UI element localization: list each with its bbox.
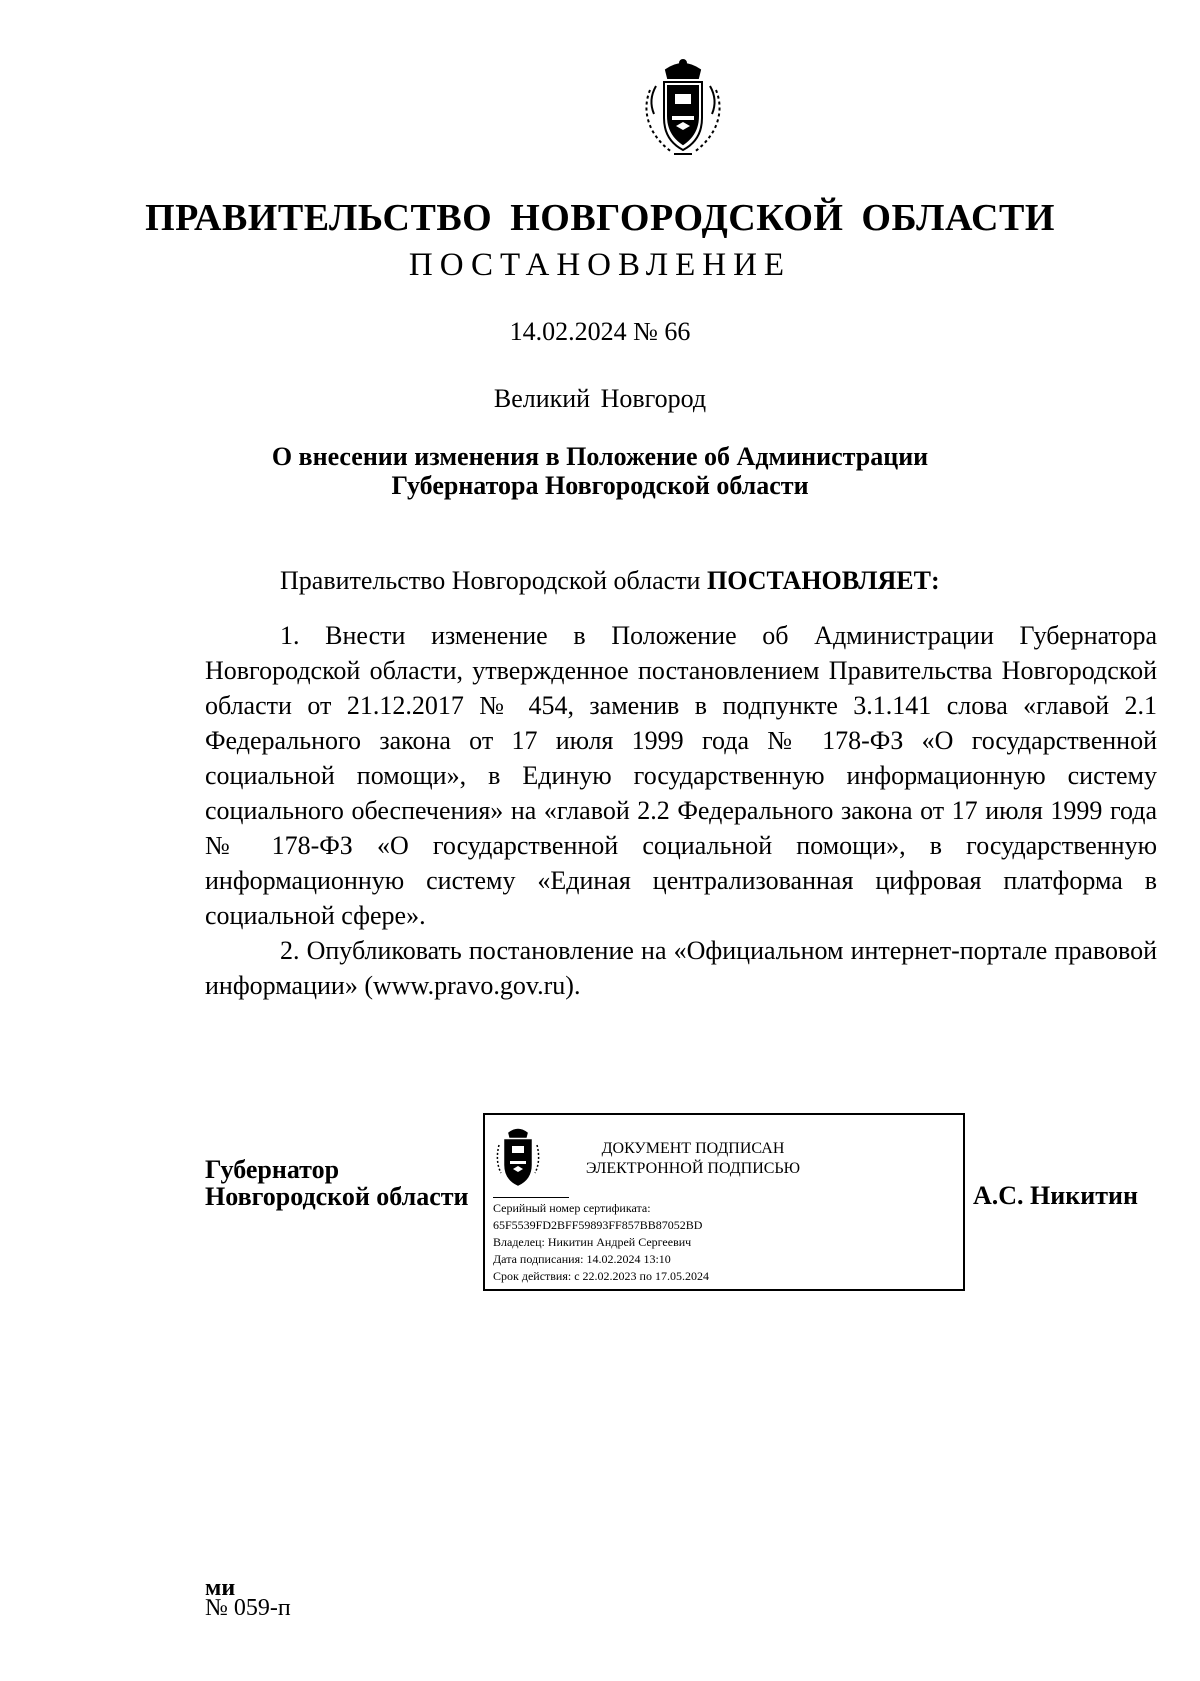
preamble-resolves: ПОСТАНОВЛЯЕТ: bbox=[706, 566, 940, 595]
government-title: ПРАВИТЕЛЬСТВО НОВГОРОДСКОЙ ОБЛАСТИ bbox=[145, 197, 1055, 239]
stamp-divider bbox=[493, 1197, 569, 1198]
signer-name: А.С. Никитин bbox=[973, 1181, 1138, 1210]
document-body bbox=[205, 618, 1157, 1003]
executor-initials: ми bbox=[205, 1575, 236, 1601]
registration-code: № 059-п bbox=[205, 1595, 291, 1621]
document-date-number: 14.02.2024 № 66 bbox=[509, 317, 691, 346]
subject-line: О внесении изменения в Положение об Администрации bbox=[271, 442, 929, 471]
signing-date: Дата подписания: 14.02.2024 13:10 bbox=[493, 1252, 671, 1266]
signer-position-line: Новгородской области bbox=[205, 1182, 469, 1211]
signer-position bbox=[205, 1156, 469, 1210]
subject-line: Губернатора Новгородской области bbox=[391, 471, 809, 500]
certificate-serial-value: 65F5539FD2BFF59893FF857BB87052BD bbox=[493, 1218, 703, 1232]
stamp-heading-line: ДОКУМЕНТ ПОДПИСАН bbox=[601, 1140, 785, 1157]
signature-stamp-details bbox=[493, 1200, 709, 1285]
document-type: ПОСТАНОВЛЕНИЕ bbox=[408, 247, 792, 283]
document-code bbox=[205, 1575, 291, 1621]
resolution-item: 2. Опубликовать постановление на «Официальном интернет-портале правовой информации» (www.pravo.gov.ru). bbox=[205, 936, 1157, 1000]
resolution-item: 1. Внести изменение в Положение об Администрации Губернатора Новгородской области, утвержденное постановлением Правительства Новгородской области от 21.12.2017 № 454, заменив в подпункте 3.1.141 слова «главой 2.1 Федерального закона от 17 июля 1999 года № 178-ФЗ «О государственной социальной помощи», в Единую государственную информационную систему социального обеспечения» на «главой 2.2 Федерального закона от 17 июля 1999 года № 178-ФЗ «О государственной социальной помощи», в государственную информационную систему «Единая централизованная цифровая платформа в социальной сфере». bbox=[205, 621, 1157, 930]
preamble-text: Правительство Новгородской области bbox=[280, 566, 707, 595]
coat-of-arms-icon bbox=[495, 1125, 541, 1189]
certificate-owner: Владелец: Никитин Андрей Сергеевич bbox=[493, 1235, 692, 1249]
preamble bbox=[280, 566, 940, 596]
stamp-heading-line: ЭЛЕКТРОННОЙ ПОДПИСЬЮ bbox=[585, 1160, 801, 1177]
coat-of-arms-icon bbox=[638, 56, 728, 158]
certificate-serial-label: Серийный номер сертификата: bbox=[493, 1201, 651, 1215]
document-subject bbox=[0, 442, 1200, 500]
signature-stamp-heading bbox=[573, 1139, 813, 1179]
document-place: Великий Новгород bbox=[493, 384, 707, 413]
certificate-validity: Срок действия: с 22.02.2023 по 17.05.2024 bbox=[493, 1269, 709, 1283]
electronic-signature-stamp bbox=[483, 1113, 965, 1291]
signer-position-line: Губернатор bbox=[205, 1155, 340, 1184]
